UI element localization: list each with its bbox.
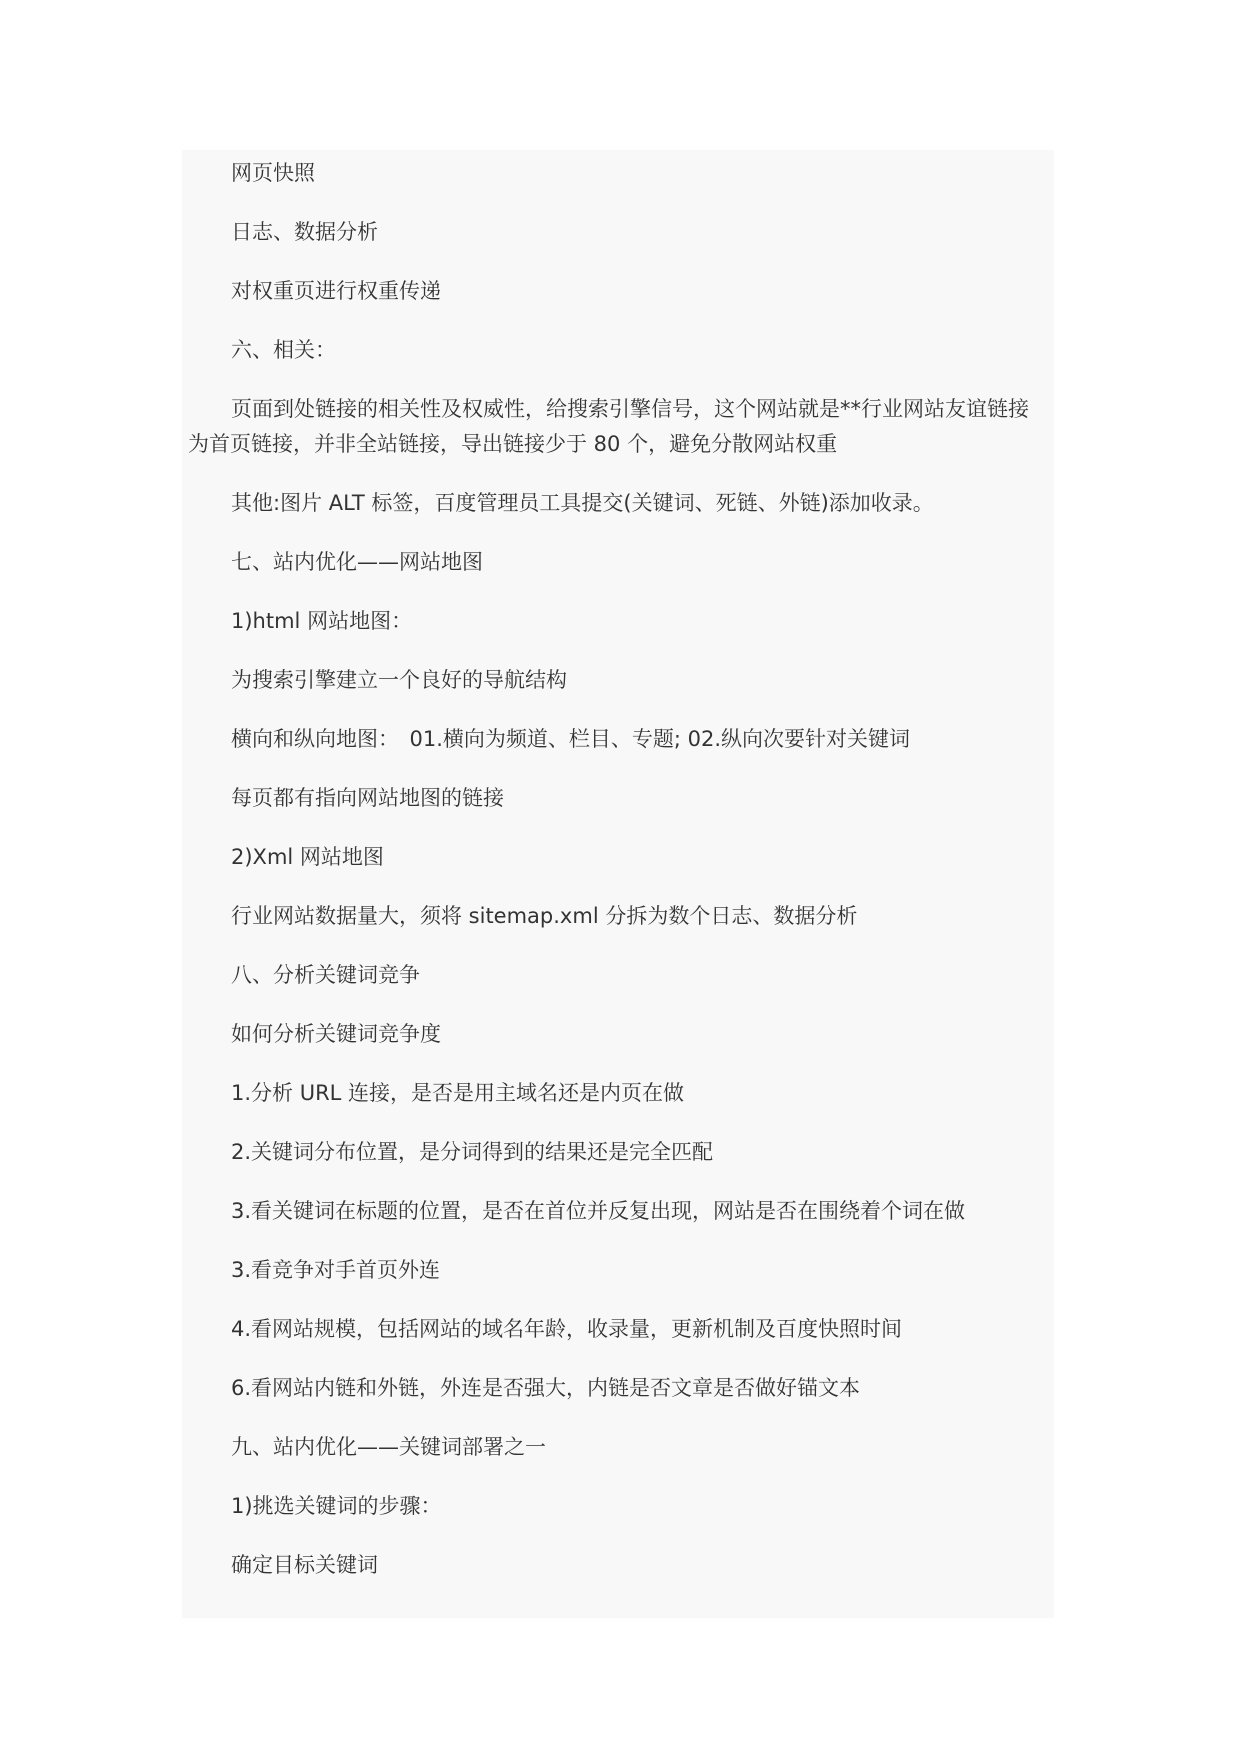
paragraph: 对权重页进行权重传递 [231,279,441,303]
paragraph: 2)Xml 网站地图 [231,845,384,869]
paragraph: 1.分析 URL 连接，是否是用主域名还是内页在做 [231,1081,685,1105]
paragraph: 确定目标关键词 [231,1553,378,1577]
paragraph: 页面到处链接的相关性及权威性，给搜索引擎信号，这个网站就是**行业网站友谊链接为首页链接，并非全站链接，导出链接少于 80 个，避免分散网站权重 [188,397,1029,456]
document-panel [182,150,1054,1618]
paragraph: 3.看关键词在标题的位置，是否在首位并反复出现，网站是否在围绕着个词在做 [231,1199,966,1223]
paragraph: 1)挑选关键词的步骤： [231,1494,442,1518]
paragraph: 如何分析关键词竞争度 [231,1022,441,1046]
paragraph: 4.看网站规模，包括网站的域名年龄，收录量，更新机制及百度快照时间 [231,1317,903,1341]
paragraph: 1)html 网站地图： [231,609,413,633]
paragraph: 横向和纵向地图： 01.横向为频道、栏目、专题; 02.纵向次要针对关键词 [231,727,911,751]
paragraph: 3.看竞争对手首页外连 [231,1258,441,1282]
section-heading: 六、相关： [231,338,336,362]
paragraph: 6.看网站内链和外链，外连是否强大，内链是否文章是否做好锚文本 [231,1376,861,1400]
section-heading: 九、站内优化——关键词部署之一 [231,1435,546,1459]
paragraph: 2.关键词分布位置，是分词得到的结果还是完全匹配 [231,1140,714,1164]
paragraph: 网页快照 [231,161,315,185]
paragraph: 每页都有指向网站地图的链接 [231,786,504,810]
paragraph: 为搜索引擎建立一个良好的导航结构 [231,668,567,692]
paragraph: 行业网站数据量大，须将 sitemap.xml 分拆为数个日志、数据分析 [231,904,858,928]
paragraph: 日志、数据分析 [231,220,378,244]
paragraph: 其他:图片 ALT 标签，百度管理员工具提交(关键词、死链、外链)添加收录。 [231,491,934,515]
section-heading: 八、分析关键词竞争 [231,963,420,987]
section-heading: 七、站内优化——网站地图 [231,550,483,574]
